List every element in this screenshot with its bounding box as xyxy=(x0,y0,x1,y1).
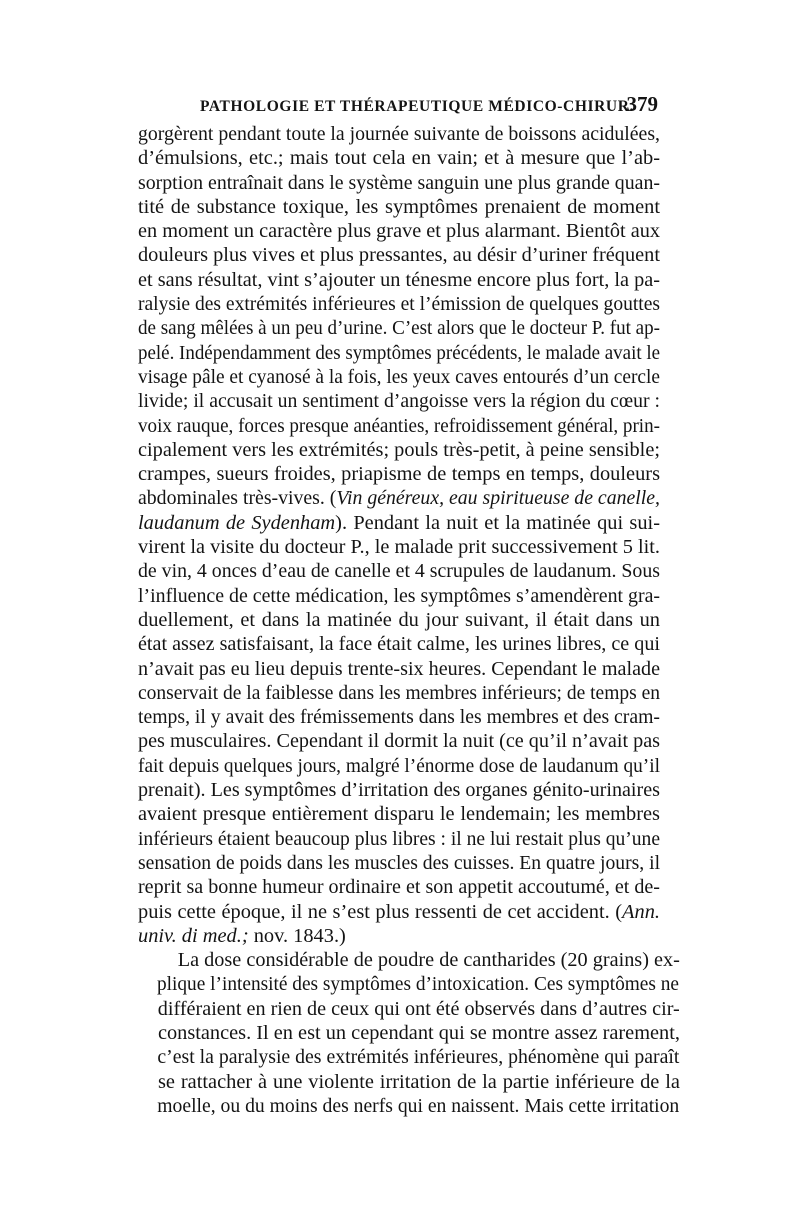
text-line: conservait de la faiblesse dans les membres inférieurs; de temps en xyxy=(138,681,660,704)
text-line: plique l’intensité des symptômes d’intoxication. Ces symptômes ne xyxy=(156,973,679,996)
text-segment: abdominales très-vives. ( xyxy=(138,487,337,510)
italic-citation: univ. di med.; xyxy=(138,924,249,947)
text-line: ralysie des extrémités inférieures et l’émission de quelques gouttes xyxy=(138,293,661,316)
text-line: et sans résultat, vint s’ajouter un ténesme encore plus fort, la pa- xyxy=(138,268,661,291)
italic-prescription: Vin généreux, eau spiritueuse de canelle, xyxy=(336,487,660,510)
text-line: douleurs plus vives et plus pressantes, au désir d’uriner fréquent xyxy=(138,244,660,267)
text-line: gorgèrent pendant toute la journée suivante de boissons acidulées, xyxy=(138,123,660,145)
text-line: virent la visite du docteur P., le malade prit successivement 5 lit. xyxy=(138,536,661,559)
text-line: c’est la paralysie des extrémités inférieures, phénomène qui paraît xyxy=(157,1046,680,1069)
document-page xyxy=(138,92,680,1118)
text-line: se rattacher à une violente irritation de la partie inférieure de la xyxy=(158,1070,680,1093)
text-line: pelé. Indépendamment des symptômes précédents, le malade avait le xyxy=(138,341,661,364)
text-line: livide; il accusait un sentiment d’angoisse vers la région du cœur : xyxy=(138,390,661,413)
text-line: différaient en rien de ceux qui ont été observés dans d’autres cir- xyxy=(157,997,680,1020)
text-line: de vin, 4 onces d’eau de canelle et 4 scrupules de laudanum. Sous xyxy=(138,560,660,583)
text-line-mixed xyxy=(138,900,660,924)
paragraph-commentary xyxy=(138,948,680,1118)
text-line: inférieurs étaient beaucoup plus libres : il ne lui restait plus qu’une xyxy=(138,827,661,850)
text-line: tité de substance toxique, les symptômes prenaient de moment xyxy=(138,195,660,218)
paragraph-case-report xyxy=(138,122,660,948)
text-line: cipalement vers les extrémités; pouls très-petit, à peine sensible; xyxy=(138,438,660,461)
text-line-mixed xyxy=(138,924,660,948)
italic-laudanum: laudanum de Sydenham xyxy=(138,511,336,534)
text-line: sorption entraînait dans le système sanguin une plus grande quan- xyxy=(138,171,661,194)
text-line: crampes, sueurs froides, priapisme de temps en temps, douleurs xyxy=(138,463,660,486)
text-line-mixed xyxy=(138,486,660,510)
italic-citation: Ann. xyxy=(622,900,660,923)
page-number: 379 xyxy=(626,92,658,116)
text-line: visage pâle et cyanosé à la fois, les yeux caves entourés d’un cercle xyxy=(138,365,660,388)
text-line: prenait). Les symptômes d’irritation des organes génito-urinaires xyxy=(138,779,660,802)
text-line: état assez satisfaisant, la face était calme, les urines libres, ce qui xyxy=(138,633,660,656)
text-line: d’émulsions, etc.; mais tout cela en vain; et à mesure que l’ab- xyxy=(138,147,660,170)
text-line: temps, il y avait des frémissements dans les membres et des cram- xyxy=(138,706,660,729)
text-line: duellement, et dans la matinée du jour suivant, il était dans un xyxy=(138,608,660,631)
text-line: l’influence de cette médication, les symptômes s’amendèrent gra- xyxy=(138,584,661,607)
running-title: PATHOLOGIE ET THÉRAPEUTIQUE MÉDICO-CHIRUR. xyxy=(200,98,634,115)
text-segment: nov. 1843.) xyxy=(248,924,346,947)
text-line: en moment un caractère plus grave et plus alarmant. Bientôt aux xyxy=(138,220,660,243)
text-line: voix rauque, forces presque anéanties, refroidissement général, prin- xyxy=(138,414,660,437)
text-line: fait depuis quelques jours, malgré l’énorme dose de laudanum qu’il xyxy=(138,754,661,777)
text-line: avaient presque entièrement disparu le lendemain; les membres xyxy=(138,803,660,826)
text-line: reprit sa bonne humeur ordinaire et son appetit accoutumé, et de- xyxy=(138,876,660,899)
text-line: de sang mêlées à un peu d’urine. C’est alors que le docteur P. fut ap- xyxy=(138,317,661,340)
text-segment: puis cette époque, il ne s’est plus ressenti de cet accident. ( xyxy=(138,900,623,923)
running-head xyxy=(138,92,660,122)
text-line: constances. Il en est un cependant qui se montre assez rarement, xyxy=(157,1021,680,1044)
text-line-mixed xyxy=(138,511,660,535)
text-line: La dose considérable de poudre de cantharides (20 grains) ex- xyxy=(177,949,680,972)
body-text xyxy=(138,122,680,1118)
text-line: moelle, ou du moins des nerfs qui en naissent. Mais cette irritation xyxy=(157,1094,680,1117)
text-line: n’avait pas eu lieu depuis trente-six heures. Cependant le malade xyxy=(138,657,661,680)
text-line: sensation de poids dans les muscles des cuisses. En quatre jours, il xyxy=(138,851,661,874)
text-line: pes musculaires. Cependant il dormit la nuit (ce qu’il n’avait pas xyxy=(138,730,661,753)
text-segment: ). Pendant la nuit et la matinée qui sui- xyxy=(335,511,660,534)
